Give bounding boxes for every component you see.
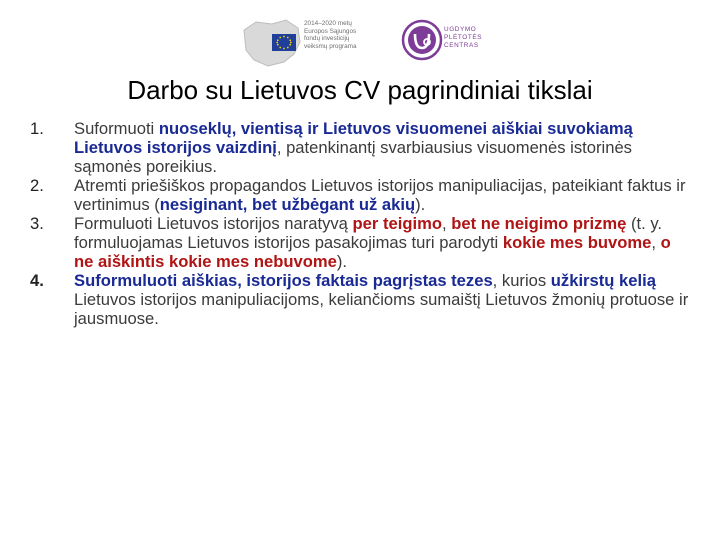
slide-title: Darbo su Lietuvos CV pagrindiniai tikslai (127, 75, 593, 105)
item-number: 3. (30, 214, 44, 233)
item-number: 2. (30, 176, 44, 195)
list-item (30, 176, 690, 214)
emphasis-red: per teigimo (352, 214, 442, 233)
emphasis-blue: nesiginant, bet užbėgant už akių (159, 195, 416, 214)
emphasis-blue: nuoseklų, vientisą ir Lietuvos visuomenei aiškiai suvokiamą Lietuvos istorijos vaizdinį (74, 119, 633, 157)
eu-funds-logo (238, 16, 366, 72)
emphasis-red: bet ne neigimo prizmę (451, 214, 627, 233)
item-text: Suformuluoti aiškias, istorijos faktais pagrįstas tezes, kurios užkirstų kelią Lietuvos istorijos manipuliacijoms, keliančioms sumaištį Lietuvos žmonių protuose ir jausmuose. (74, 271, 689, 328)
emphasis-red: o ne aiškintis kokie mes nebuvome (74, 233, 671, 271)
item-text: Formuluoti Lietuvos istorijos naratyvą per teigimo, bet ne neigimo prizmę (t. y. formuluojamas Lietuvos istorijos pasakojimas turi parodyti kokie mes buvome, o ne aiškintis kokie mes nebuvome). (74, 214, 671, 271)
item-number: 4. (30, 271, 44, 290)
eu-funds-logo-text: 2014–2020 metų Europos Sąjungos fondų investicijų veiksmų programa (304, 20, 357, 50)
list-item (30, 271, 690, 328)
emphasis-blue: Suformuluoti aiškias, istorijos faktais pagrįstas tezes (74, 271, 493, 290)
emphasis-red: kokie mes buvome (502, 233, 652, 252)
emphasis-blue: užkirstų kelią (550, 271, 656, 290)
ugdymo-pletotes-centras-logo (400, 12, 510, 72)
item-number: 1. (30, 119, 44, 138)
header-logos (0, 12, 720, 74)
item-text: Suformuoti nuoseklų, vientisą ir Lietuvos visuomenei aiškiai suvokiamą Lietuvos istorijos vaizdinį, patenkinantį svarbiausius visuomenės istorinės sąmonės poreikius. (74, 119, 633, 176)
upc-seal-icon (400, 18, 444, 62)
lithuania-map-eu-flag-icon (238, 16, 304, 72)
goals-list (30, 119, 690, 328)
list-item (30, 214, 690, 271)
list-item (30, 119, 690, 176)
item-text: Atremti priešiškos propagandos Lietuvos istorijos manipuliacijas, pateikiant faktus ir vertinimus (nesiginant, bet užbėgant už akių). (74, 176, 686, 214)
ugdymo-pletotes-centras-logo-text: UGDYMO PLĖTOTĖS CENTRAS (444, 26, 483, 49)
